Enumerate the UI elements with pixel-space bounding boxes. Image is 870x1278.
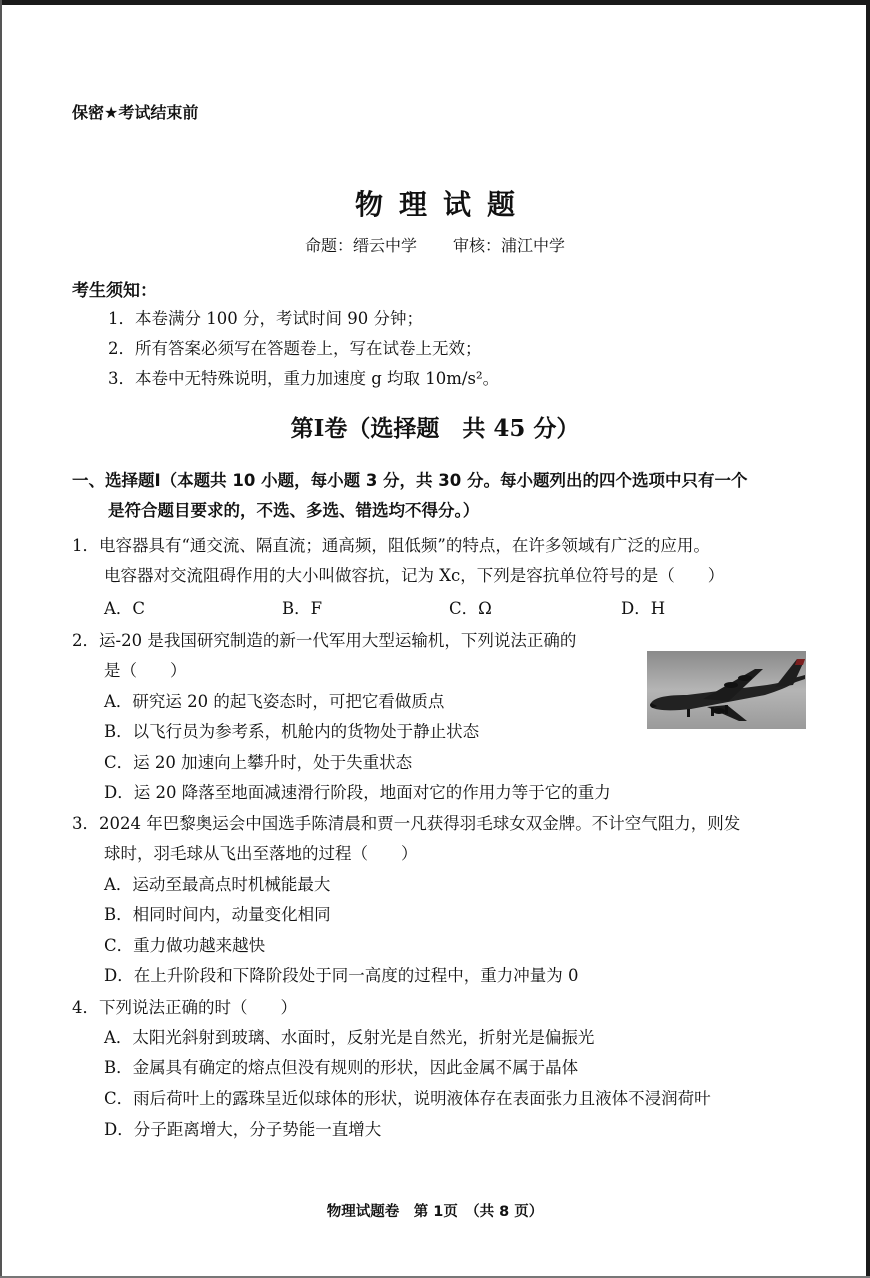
- confidential-label: 保密★考试结束前: [72, 103, 199, 122]
- question-3-option-c: C．重力做功越来越快: [104, 936, 266, 955]
- question-1-stem: 1．电容器具有“通交流、隔直流；通高频，阻低频”的特点，在许多领域有广泛的应用。: [72, 536, 710, 555]
- question-2-stem-continued: 是（ ）: [104, 661, 187, 680]
- author-reviewer: 审核：浦江中学: [453, 236, 566, 255]
- question-1-option-b: B．F: [282, 599, 323, 618]
- notice-item: 3．本卷中无特殊说明，重力加速度 g 均取 10m/s²。: [108, 369, 500, 388]
- part-heading: 第Ⅰ卷（选择题 共 45 分）: [290, 415, 580, 442]
- question-2-stem: 2．运-20 是我国研究制造的新一代军用大型运输机，下列说法正确的: [72, 631, 577, 650]
- section-heading: 一、选择题Ⅰ（本题共 10 小题，每小题 3 分，共 30 分。每小题列出的四个选项中只有一个: [72, 471, 748, 490]
- question-1-stem-continued: 电容器对交流阻碍作用的大小叫做容抗，记为 Xc，下列是容抗单位符号的是（ ）: [104, 566, 725, 585]
- question-4-option-c: C．雨后荷叶上的露珠呈近似球体的形状，说明液体存在表面张力且液体不浸润荷叶: [104, 1089, 711, 1108]
- notice-heading: 考生须知：: [72, 281, 157, 301]
- question-4-option-d: D．分子距离增大，分子势能一直增大: [104, 1120, 382, 1139]
- page-title: 物理试题: [354, 188, 531, 221]
- page-footer: 物理试题卷 第 1页 （共 8 页）: [326, 1204, 544, 1220]
- scan-border-top: [0, 0, 870, 5]
- author-line: [0, 233, 870, 256]
- section-heading-continued: 是符合题目要求的，不选、多选、错选均不得分。）: [108, 501, 480, 520]
- notice-item: 1．本卷满分 100 分，考试时间 90 分钟；: [108, 309, 423, 328]
- question-2-option-d: D．运 20 降落至地面减速滑行阶段，地面对它的作用力等于它的重力: [104, 783, 611, 802]
- question-3-option-b: B．相同时间内，动量变化相同: [104, 905, 331, 924]
- question-4-option-b: B．金属具有确定的熔点但没有规则的形状，因此金属不属于晶体: [104, 1058, 579, 1077]
- question-4-option-a: A．太阳光斜射到玻璃、水面时，反射光是自然光，折射光是偏振光: [104, 1028, 595, 1047]
- author-proposer: 命题：缙云中学: [304, 236, 417, 255]
- question-2-option-c: C．运 20 加速向上攀升时，处于失重状态: [104, 753, 413, 772]
- question-3-stem-continued: 球时，羽毛球从飞出至落地的过程（ ）: [104, 844, 418, 863]
- question-1-option-a: A．C: [104, 599, 146, 618]
- question-3-stem: 3．2024 年巴黎奥运会中国选手陈清晨和贾一凡获得羽毛球女双金牌。不计空气阻力，则发: [72, 814, 741, 833]
- question-3-option-d: D．在上升阶段和下降阶段处于同一高度的过程中，重力冲量为 0: [104, 966, 579, 985]
- notice-item: 2．所有答案必须写在答题卷上，写在试卷上无效；: [108, 339, 482, 358]
- question-1-option-c: C．Ω: [449, 599, 492, 618]
- question-2-option-b: B．以飞行员为参考系，机舱内的货物处于静止状态: [104, 722, 480, 741]
- question-4-stem: 4．下列说法正确的时（ ）: [72, 998, 297, 1017]
- question-3-option-a: A．运动至最高点时机械能最大: [104, 875, 331, 894]
- transport-aircraft-photo: [647, 651, 806, 729]
- question-1-option-d: D．H: [621, 599, 666, 618]
- question-2-option-a: A．研究运 20 的起飞姿态时，可把它看做质点: [104, 692, 445, 711]
